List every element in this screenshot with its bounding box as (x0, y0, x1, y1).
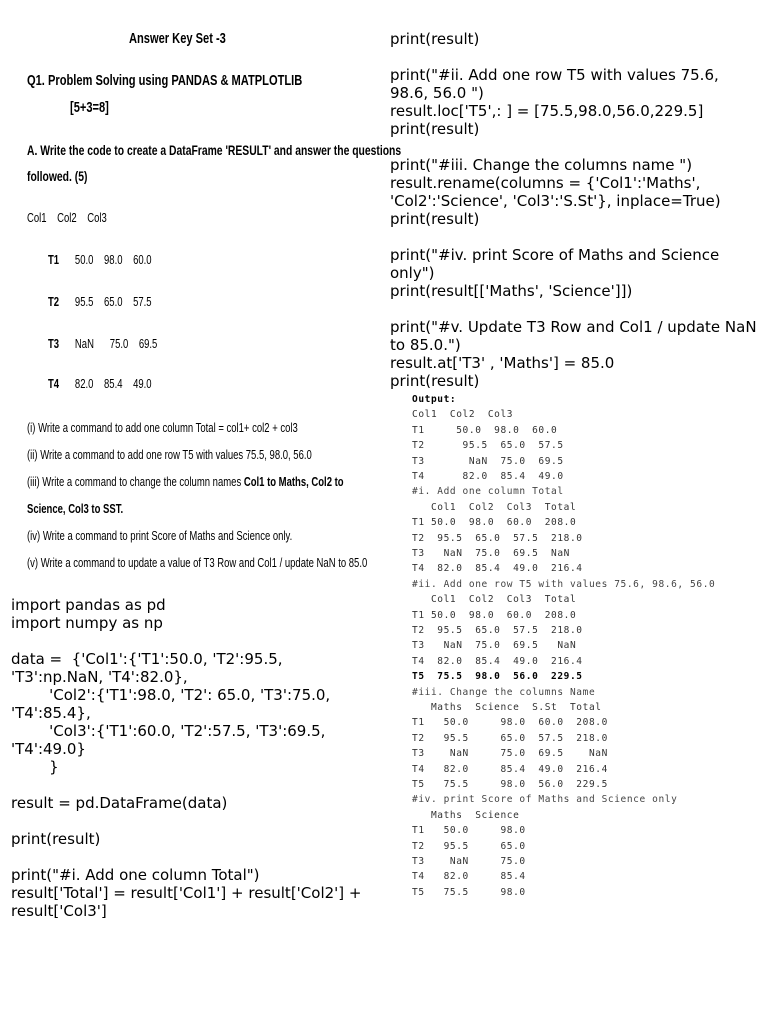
output-line: T3 NaN 75.0 69.5 (412, 455, 564, 467)
task-text: (iii) Write a command to change the column names (27, 475, 244, 489)
part-a-line-1: A. Write the code to create a DataFrame 'RESULT' and answer the questions (27, 142, 402, 158)
output-line: T5 75.5 98.0 56.0 229.5 (412, 779, 608, 790)
task-text: (iv) Write a command to print Score of Maths and Science only. (27, 529, 293, 543)
task-text: (ii) Write a command to add one row T5 with values 75.5, 98.0, 56.0 (27, 448, 312, 462)
task-item (27, 556, 367, 570)
output-line: T5 75.5 98.0 (412, 886, 526, 898)
col-header: Col1 (27, 211, 47, 225)
output-line: Maths Science (412, 809, 520, 821)
cell: 95.5 (74, 295, 94, 309)
question-marks: [5+3=8] (70, 99, 109, 116)
row-index: T1 (48, 253, 60, 267)
output-line: T1 50.0 98.0 60.0 208.0 (412, 609, 577, 621)
output-line: Col1 Col2 Col3 (412, 409, 514, 421)
row-index: T2 (48, 295, 60, 309)
question-heading: Q1. Problem Solving using PANDAS & MATPLOTLIB (27, 72, 303, 89)
output-line: T4 82.0 85.4 49.0 216.4 (412, 763, 608, 775)
cell: 98.0 (104, 253, 123, 267)
output-line: Output: (412, 394, 457, 405)
task-text: (i) Write a command to add one column Total = col1+ col2 + col3 (27, 421, 298, 435)
task-text-bold: Col1 to Maths, Col2 to (243, 475, 344, 489)
right-code-block: print(result) print("#ii. Add one row T5 with values 75.6, 98.6, 56.0 ") result.loc['T5',: ] = [75.5,98.0,56.0,229.5] print(result) print("#iii. Change the columns name ") result.rename(columns = {'Col1':'Maths', 'Col2':'Science', 'Col3':'S.St'}, inplace=True) print(result) print("#iv. print Score of Maths and Science only") print(result[['Maths', 'Science']]) print("#v. Update T3 Row and Col1 / update NaN to 85.0.") result.at['T3' , 'Maths'] = 85.0 print(result) (390, 30, 757, 390)
output-line: Maths Science S.St Total (412, 702, 602, 713)
table-row (48, 377, 152, 391)
table-header (27, 211, 107, 225)
output-line: T2 95.5 65.0 (412, 840, 526, 852)
question-image (0, 0, 402, 580)
output-line: T4 82.0 85.4 (412, 871, 526, 883)
output-line: T3 NaN 75.0 (412, 856, 526, 867)
cell: 69.5 (138, 337, 158, 351)
cell: 60.0 (133, 253, 152, 267)
output-line: #iii. Change the columns Name (412, 686, 596, 698)
output-line: T3 NaN 75.0 69.5 NaN (412, 640, 577, 652)
output-line: #ii. Add one row T5 with values 75.6, 98.6, 56.0 (412, 578, 716, 590)
cell: 75.0 (109, 337, 129, 351)
output-line: T1 50.0 98.0 60.0 208.0 (412, 717, 608, 729)
output-line: T2 95.5 65.0 57.5 218.0 (412, 732, 608, 744)
output-line: T2 95.5 65.0 57.5 218.0 (412, 532, 583, 544)
cell: NaN (74, 337, 94, 351)
output-line: Col1 Col2 Col3 Total (412, 501, 577, 513)
task-item (27, 448, 312, 462)
task-text: (v) Write a command to update a value of T3 Row and Col1 / update NaN to 85.0 (27, 556, 368, 570)
output-line: T3 NaN 75.0 69.5 NaN (412, 548, 570, 559)
output-line: T4 82.0 85.4 49.0 216.4 (412, 655, 583, 667)
output-line: T4 82.0 85.4 49.0 216.4 (412, 563, 583, 575)
output-line: T4 82.0 85.4 49.0 (412, 471, 564, 482)
output-line: T1 50.0 98.0 (412, 825, 526, 837)
cell: 65.0 (104, 295, 123, 309)
output-line: #i. Add one column Total (412, 486, 564, 498)
cell: 57.5 (133, 295, 152, 309)
col-header: Col3 (87, 211, 107, 225)
output-line: T5 75.5 98.0 56.0 229.5 (412, 671, 583, 683)
left-code-block: import pandas as pd import numpy as np data = {'Col1':{'T1':50.0, 'T2':95.5, 'T3':np.NaN, 'T4':82.0}, 'Col2':{'T1':98.0, 'T2': 65.0, 'T3':75.0, 'T4':85.4}, 'Col3':{'T1':60.0, 'T2':57.5, 'T3':69.5, 'T4':49.0} } result = pd.DataFrame(data) print(result) print("#i. Add one column Total") result['Total'] = result['Col1'] + result['Col2'] + result['Col3'] (11, 596, 362, 920)
table-row (48, 253, 152, 267)
output-line: T3 NaN 75.0 69.5 NaN (412, 748, 608, 760)
task-text-bold: Science, Col3 to SST. (27, 502, 124, 516)
cell: 49.0 (133, 377, 152, 391)
output-image (412, 390, 762, 910)
output-line: T1 50.0 98.0 60.0 208.0 (412, 517, 577, 529)
task-item (27, 502, 123, 516)
output-line: #iv. print Score of Maths and Science only (412, 794, 678, 806)
row-index: T3 (48, 337, 60, 351)
table-row (48, 295, 152, 309)
answer-key-title: Answer Key Set -3 (129, 30, 226, 47)
task-item (27, 475, 344, 489)
cell: 50.0 (74, 253, 94, 267)
cell: 82.0 (74, 377, 94, 391)
col-header: Col2 (57, 211, 77, 225)
output-line: Col1 Col2 Col3 Total (412, 594, 577, 606)
output-line: T2 95.5 65.0 57.5 218.0 (412, 625, 583, 636)
row-index: T4 (48, 377, 60, 391)
output-line: T1 50.0 98.0 60.0 (412, 424, 558, 436)
task-item (27, 529, 292, 543)
part-a-line-2: followed. (5) (27, 168, 88, 184)
table-row (48, 337, 157, 351)
output-line: T2 95.5 65.0 57.5 (412, 440, 564, 452)
task-item (27, 421, 298, 435)
cell: 85.4 (104, 377, 123, 391)
